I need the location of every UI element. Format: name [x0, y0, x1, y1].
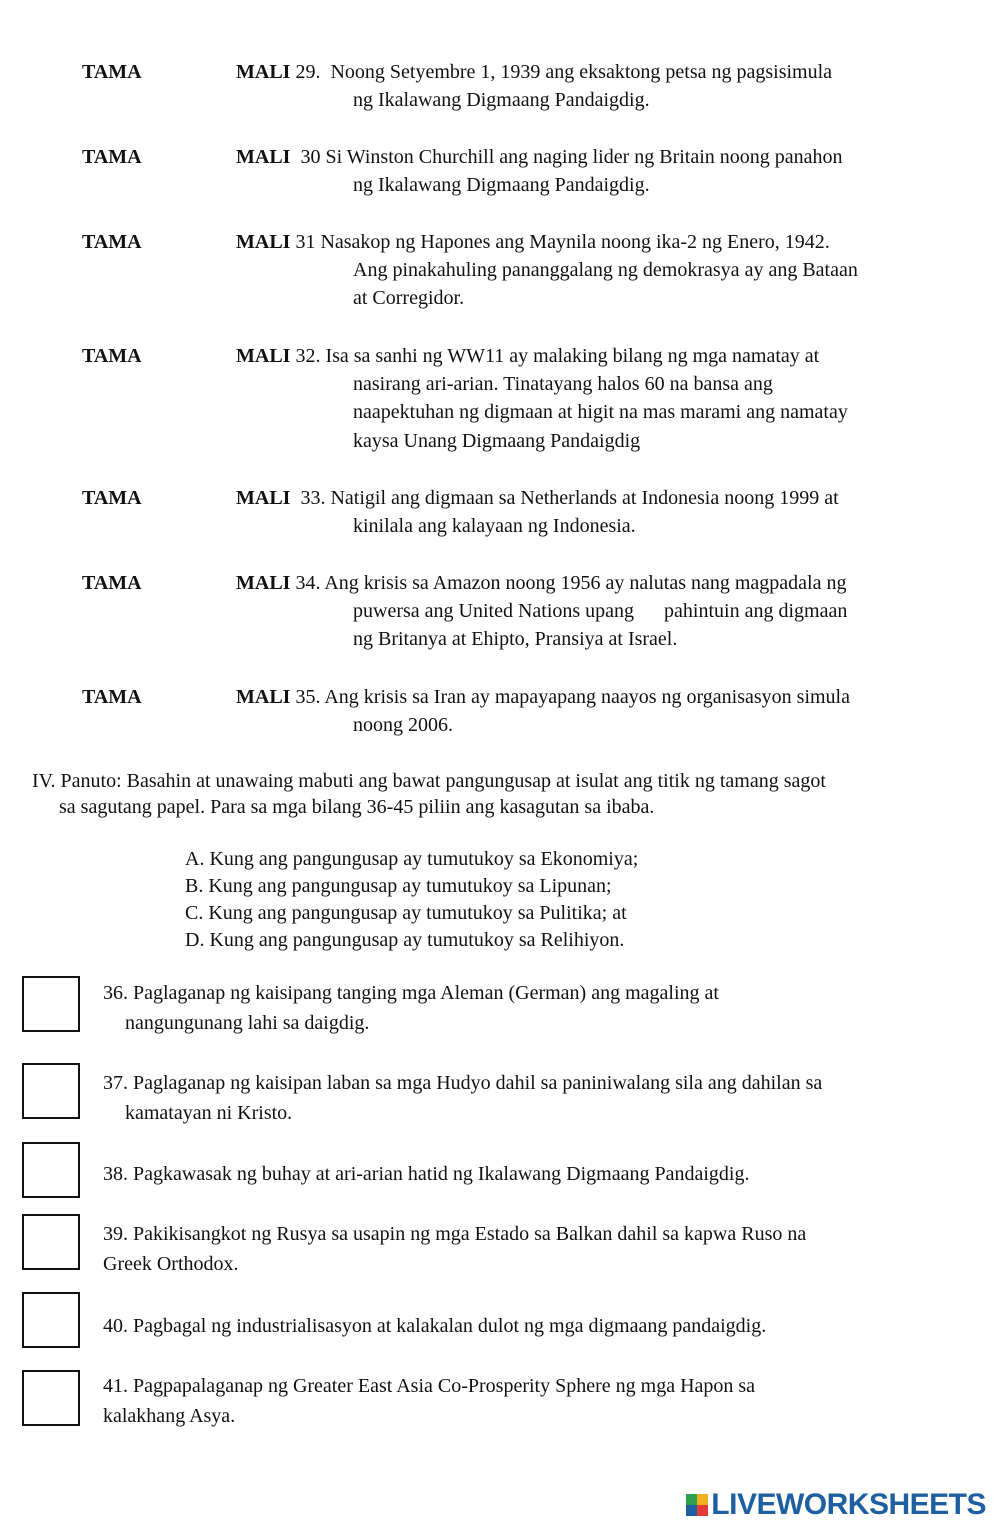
item-number: 30 — [300, 146, 321, 168]
tama-option[interactable]: TAMA — [82, 686, 142, 708]
question-39 — [103, 1219, 963, 1279]
question-text: nangungunang lahi sa daigdig. — [125, 1012, 370, 1034]
mali-option[interactable]: MALI — [236, 572, 291, 594]
question-37 — [103, 1068, 963, 1128]
item-text: Nasakop ng Hapones ang Maynila noong ika-2 ng Enero, 1942. — [320, 231, 830, 253]
item-number: 35. — [295, 686, 321, 708]
question-40 — [103, 1311, 963, 1341]
mali-option[interactable]: MALI — [236, 61, 291, 83]
item-text-cont: ng Ikalawang Digmaang Pandaigdig. — [353, 89, 650, 111]
item-text: Noong Setyembre 1, 1939 ang eksaktong petsa ng pagsisimula — [330, 61, 833, 83]
answer-key-options — [185, 846, 638, 954]
question-text: kalakhang Asya. — [103, 1405, 236, 1427]
item-text-cont: puwersa ang United Nations upang pahintuin ang digmaan — [353, 600, 848, 622]
mali-option[interactable]: MALI — [236, 686, 291, 708]
directions-line: IV. Panuto: Basahin at unawaing mabuti ang bawat pangungusap at isulat ang titik ng tamang sagot — [32, 770, 826, 792]
question-text: 40. Pagbagal ng industrialisasyon at kalakalan dulot ng mga digmaang pandaigdig. — [103, 1315, 767, 1337]
option-d: D. Kung ang pangungusap ay tumutukoy sa Relihiyon. — [185, 929, 625, 951]
item-number: 34. — [295, 572, 321, 594]
tama-option[interactable]: TAMA — [82, 146, 142, 168]
tama-option[interactable]: TAMA — [82, 61, 142, 83]
item-text-cont: kaysa Unang Digmaang Pandaigdig — [353, 430, 641, 452]
answer-box-38[interactable] — [22, 1142, 80, 1198]
item-number: 29. — [295, 61, 321, 83]
answer-box-36[interactable] — [22, 976, 80, 1032]
mali-option[interactable]: MALI — [236, 487, 291, 509]
item-text-cont: ng Ikalawang Digmaang Pandaigdig. — [353, 174, 650, 196]
question-38 — [103, 1159, 963, 1189]
option-c: C. Kung ang pangungusap ay tumutukoy sa Pulitika; at — [185, 902, 627, 924]
item-text: Isa sa sanhi ng WW11 ay malaking bilang ng mga namatay at — [325, 345, 820, 367]
tama-option[interactable]: TAMA — [82, 572, 142, 594]
question-text: 38. Pagkawasak ng buhay at ari-arian hatid ng Ikalawang Digmaang Pandaigdig. — [103, 1163, 750, 1185]
liveworksheets-logo-icon — [686, 1494, 708, 1516]
tama-option[interactable]: TAMA — [82, 231, 142, 253]
liveworksheets-logo — [686, 1488, 986, 1522]
mali-option[interactable]: MALI — [236, 345, 291, 367]
question-text: kamatayan ni Kristo. — [125, 1102, 293, 1124]
directions-line: sa sagutang papel. Para sa mga bilang 36-45 piliin ang kasagutan sa ibaba. — [59, 796, 655, 818]
mali-option[interactable]: MALI — [236, 231, 291, 253]
item-text: Ang krisis sa Iran ay mapayapang naayos ng organisasyon simula — [324, 686, 850, 708]
item-text: Ang krisis sa Amazon noong 1956 ay nalutas nang magpadala ng — [324, 572, 847, 594]
item-text: Natigil ang digmaan sa Netherlands at Indonesia noong 1999 at — [330, 487, 839, 509]
tama-option[interactable]: TAMA — [82, 345, 142, 367]
item-text-cont: noong 2006. — [353, 714, 453, 736]
item-number: 33. — [300, 487, 326, 509]
item-number: 31 — [295, 231, 316, 253]
answer-box-40[interactable] — [22, 1292, 80, 1348]
option-b: B. Kung ang pangungusap ay tumutukoy sa Lipunan; — [185, 875, 612, 897]
item-text: Si Winston Churchill ang naging lider ng Britain noong panahon — [325, 146, 843, 168]
question-36 — [103, 978, 963, 1038]
tama-option[interactable]: TAMA — [82, 487, 142, 509]
item-text-cont: Ang pinakahuling pananggalang ng demokrasya ay ang Bataan — [353, 259, 858, 281]
option-a: A. Kung ang pangungusap ay tumutukoy sa Ekonomiya; — [185, 848, 639, 870]
item-text-cont: at Corregidor. — [353, 287, 465, 309]
item-text-cont: ng Britanya at Ehipto, Pransiya at Israel. — [353, 628, 678, 650]
mali-option[interactable]: MALI — [236, 146, 291, 168]
question-text: 41. Pagpapalaganap ng Greater East Asia Co-Prosperity Sphere ng mga Hapon sa — [103, 1375, 756, 1397]
answer-box-41[interactable] — [22, 1370, 80, 1426]
answer-box-37[interactable] — [22, 1063, 80, 1119]
section-iv-directions — [32, 768, 962, 820]
item-text-cont: naapektuhan ng digmaan at higit na mas marami ang namatay — [353, 401, 848, 423]
item-text-cont: nasirang ari-arian. Tinatayang halos 60 na bansa ang — [353, 373, 773, 395]
question-text: 36. Paglaganap ng kaisipang tanging mga Aleman (German) ang magaling at — [103, 982, 719, 1004]
question-text: 37. Paglaganap ng kaisipan laban sa mga Hudyo dahil sa paniniwalang sila ang dahilan sa — [103, 1072, 823, 1094]
question-text: 39. Pakikisangkot ng Rusya sa usapin ng mga Estado sa Balkan dahil sa kapwa Ruso na — [103, 1223, 807, 1245]
answer-box-39[interactable] — [22, 1214, 80, 1270]
logo-text: LIVEWORKSHEETS — [711, 1488, 986, 1521]
question-41 — [103, 1371, 963, 1431]
question-text: Greek Orthodox. — [103, 1253, 239, 1275]
item-number: 32. — [295, 345, 321, 367]
item-text-cont: kinilala ang kalayaan ng Indonesia. — [353, 515, 636, 537]
